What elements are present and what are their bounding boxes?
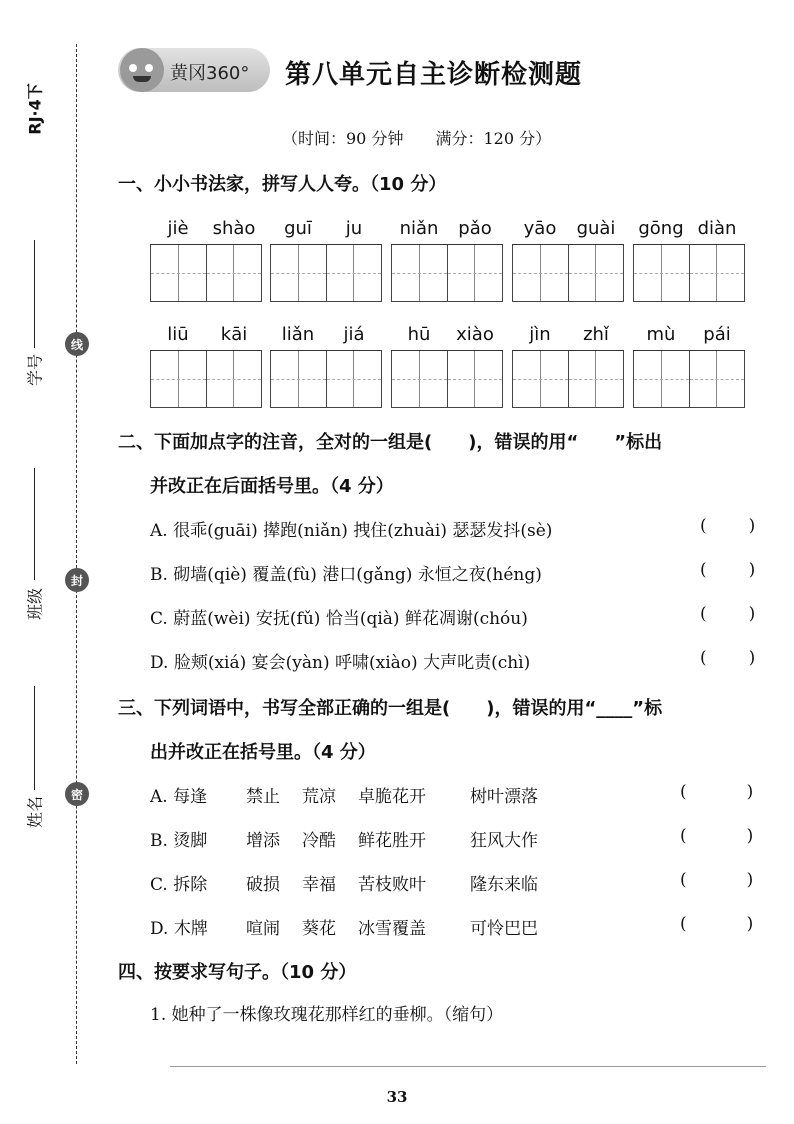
word-option-b: B. 烫脚 增添 冷酷 鲜花胜开 狂风大作 (150, 831, 538, 851)
section2-heading-cont: 并改正在后面括号里。（4 分） (150, 476, 394, 497)
answer-bracket[interactable]: ( ) (700, 560, 756, 580)
word-option-a: A. 每逢 禁止 荒凉 卓脆花开 树叶漂落 (150, 787, 538, 807)
word-option-c: C. 拆除 破损 幸福 苦枝败叶 隆东来临 (150, 875, 538, 895)
answer-bracket[interactable]: ( ) (680, 870, 754, 890)
writing-box[interactable] (448, 351, 504, 408)
seal-line-icon: 线 (65, 332, 89, 356)
option-a: A. 很乖(guāi) 撵跑(niǎn) 拽住(zhuài) 瑟瑟发抖(sè) (150, 521, 553, 541)
pinyin-group: jiè shào (150, 216, 262, 302)
answer-bracket[interactable]: ( ) (680, 914, 754, 934)
writing-box[interactable] (512, 245, 569, 302)
pinyin-group: guī ju (270, 216, 382, 302)
word-option-d: D. 木牌 喧闹 葵花 冰雪覆盖 可怜巴巴 (150, 919, 538, 939)
section2-heading: 二、下面加点字的注音，全对的一组是( )，错误的用“ ”标出 (118, 432, 663, 453)
writing-box[interactable] (690, 245, 746, 302)
edition-label: RJ·4下 (25, 83, 45, 135)
writing-box[interactable] (327, 351, 383, 408)
page-title: 第八单元自主诊断检测题 (285, 60, 583, 90)
pinyin-group: mù pái (633, 322, 745, 408)
answer-bracket[interactable]: ( ) (700, 604, 756, 624)
cut-line (76, 44, 77, 1064)
writing-box[interactable] (633, 351, 690, 408)
class-field: 班级 (14, 468, 54, 628)
option-d: D. 脸颊(xiá) 宴会(yàn) 呼啸(xiào) 大声叱责(chì) (150, 653, 531, 673)
writing-box[interactable] (207, 351, 263, 408)
answer-bracket[interactable]: ( ) (700, 648, 756, 668)
writing-box[interactable] (633, 245, 690, 302)
writing-box[interactable] (512, 351, 569, 408)
section3-heading-cont: 出并改正在括号里。（4 分） (150, 742, 376, 763)
pinyin-group: liū kāi (150, 322, 262, 408)
writing-box[interactable] (270, 351, 327, 408)
section4-heading: 四、按要求写句子。（10 分） (118, 962, 357, 983)
student-number-field: 学号 (14, 240, 54, 400)
writing-box[interactable] (270, 245, 327, 302)
writing-box[interactable] (448, 245, 504, 302)
option-c: C. 蔚蓝(wèi) 安抚(fǔ) 恰当(qià) 鲜花凋谢(chóu) (150, 609, 528, 629)
answer-bracket[interactable]: ( ) (680, 826, 754, 846)
writing-box[interactable] (207, 245, 263, 302)
pinyin-group: yāo guài (512, 216, 624, 302)
writing-box[interactable] (150, 351, 207, 408)
answer-line[interactable] (170, 1066, 766, 1067)
mascot-icon (120, 48, 164, 92)
binding-margin (0, 0, 83, 1124)
pinyin-group: jìn zhǐ (512, 322, 624, 408)
option-b: B. 砌墙(qiè) 覆盖(fù) 港口(gǎng) 永恒之夜(héng) (150, 565, 542, 585)
writing-box[interactable] (327, 245, 383, 302)
page-number: 33 (386, 1088, 408, 1106)
name-field: 姓名 (14, 686, 54, 846)
writing-box[interactable] (690, 351, 746, 408)
question-1: 1. 她种了一株像玫瑰花那样红的垂柳。（缩句） (150, 1005, 504, 1025)
writing-box[interactable] (150, 245, 207, 302)
writing-box[interactable] (391, 351, 448, 408)
answer-bracket[interactable]: ( ) (680, 782, 754, 802)
seal-seal-icon: 封 (65, 568, 89, 592)
writing-box[interactable] (391, 245, 448, 302)
answer-bracket[interactable]: ( ) (700, 516, 756, 536)
seal-secret-icon: 密 (65, 782, 89, 806)
brand-badge: 黄冈360° (118, 48, 270, 92)
section1-heading: 一、小小书法家，拼写人人夸。（10 分） (118, 174, 447, 195)
writing-box[interactable] (569, 351, 625, 408)
writing-box[interactable] (569, 245, 625, 302)
exam-info: （时间：90 分钟 满分：120 分） (282, 129, 552, 148)
section3-heading: 三、下列词语中，书写全部正确的一组是( )，错误的用“____”标 (118, 698, 663, 719)
pinyin-group: liǎn jiá (270, 322, 382, 408)
pinyin-group: gōng diàn (633, 216, 745, 302)
pinyin-group: hū xiào (391, 322, 503, 408)
pinyin-group: niǎn pǎo (391, 216, 503, 302)
